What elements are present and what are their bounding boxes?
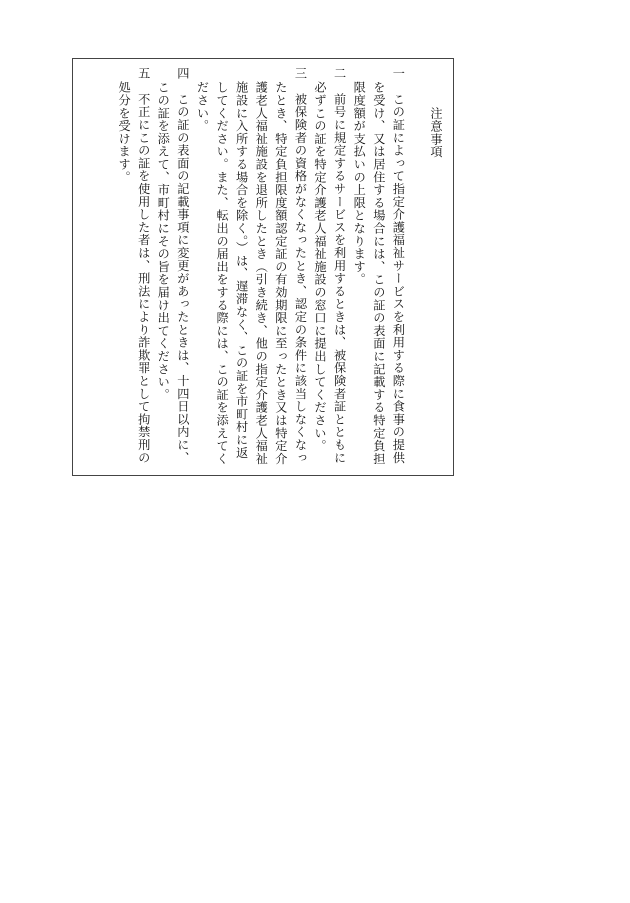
item-text: 前号に規定するサービスを利用するときは、被保険者証とともに必ずこの証を特定介護老人福祉施設の窓口に提出してください。 — [313, 81, 347, 464]
item-number: 一 — [391, 67, 406, 80]
item-text: この証によって指定介護福祉サービスを利用する際に食事の提供を受け、又は居住する場合には、この証の表面に記載する特定負担限度額が支払いの上限となります。 — [352, 81, 406, 466]
item-number: 二 — [332, 67, 347, 80]
notice-box — [72, 58, 454, 476]
notice-item-5 — [114, 67, 153, 467]
notice-item-2 — [309, 67, 348, 467]
notice-item-1 — [349, 67, 408, 467]
notice-item-3 — [192, 67, 310, 467]
item-number: 三 — [293, 67, 308, 80]
item-number: 四 — [175, 67, 190, 80]
notice-title: 注意事項 — [429, 107, 443, 159]
item-text: 不正にこの証を使用した者は、刑法により詐欺罪として拘禁刑の処分を受けます。 — [117, 81, 151, 464]
item-text: この証の表面の記載事項に変更があったときは、十四日以内に、この証を添えて、市町村にその旨を届け出てください。 — [156, 81, 190, 464]
notice-content — [114, 67, 446, 467]
notice-item-4 — [153, 67, 192, 467]
item-number: 五 — [136, 67, 151, 80]
item-text: 被保険者の資格がなくなったとき、認定の条件に該当しなくなったとき、特定負担限度額認定証の有効期限に至ったとき又は特定介護老人福祉施設を退所したとき（引き続き、他の指定介護老人福祉施設に入所する場合を除く。）は、遅滞なく、この証を市町村に返してください。また、転出の届出をする際には、この証を添えてください。 — [195, 81, 308, 466]
